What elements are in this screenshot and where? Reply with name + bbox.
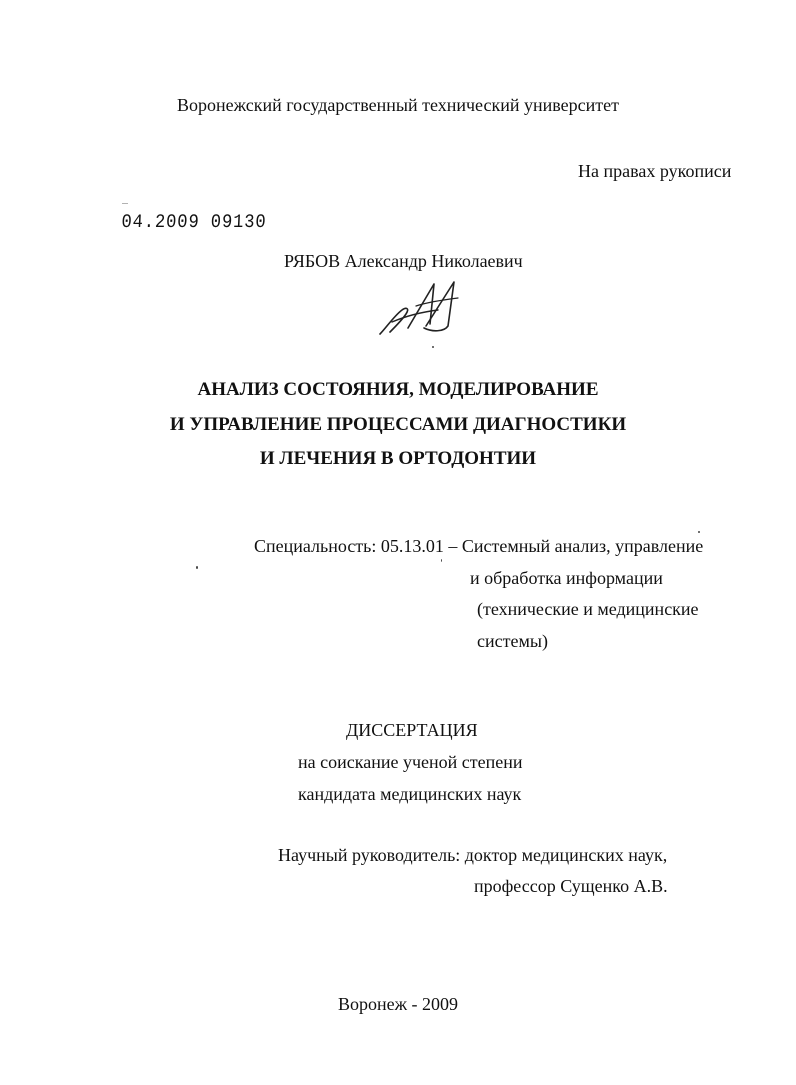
specialty-line-3: (технические и медицинские [477, 599, 699, 619]
scan-speck [698, 531, 700, 533]
city-year: Воронеж - 2009 [337, 994, 459, 1014]
thesis-title-line-2: И УПРАВЛЕНИЕ ПРОЦЕССАМИ ДИАГНОСТИКИ [169, 414, 627, 435]
scan-speck [432, 346, 434, 348]
scan-speck [441, 559, 442, 562]
archive-prefix: ... [122, 197, 128, 206]
specialty-line-2: и обработка информации [470, 568, 663, 588]
specialty-line-4: системы) [477, 631, 548, 651]
dissertation-heading: ДИССЕРТАЦИЯ [346, 720, 478, 740]
manuscript-note: На правах рукописи [578, 161, 732, 181]
university-name: Воронежский государственный технический университет [177, 95, 619, 115]
supervisor-line-2: профессор Сущенко А.В. [474, 876, 668, 896]
thesis-title-line-3: И ЛЕЧЕНИЯ В ОРТОДОНТИИ [259, 448, 537, 469]
archive-number-stamp: 04.2009 09130 [120, 211, 268, 233]
author-name: РЯБОВ Александр Николаевич [284, 251, 523, 271]
degree-line-2: кандидата медицинских наук [298, 784, 522, 804]
specialty-line-1: Специальность: 05.13.01 – Системный анализ, управление [254, 536, 704, 556]
scan-speck [196, 566, 198, 569]
supervisor-line-1: Научный руководитель: доктор медицинских наук, [278, 845, 668, 865]
thesis-title-line-1: АНАЛИЗ СОСТОЯНИЯ, МОДЕЛИРОВАНИЕ [197, 379, 599, 400]
degree-line-1: на соискание ученой степени [298, 752, 523, 772]
signature-icon [372, 276, 466, 342]
